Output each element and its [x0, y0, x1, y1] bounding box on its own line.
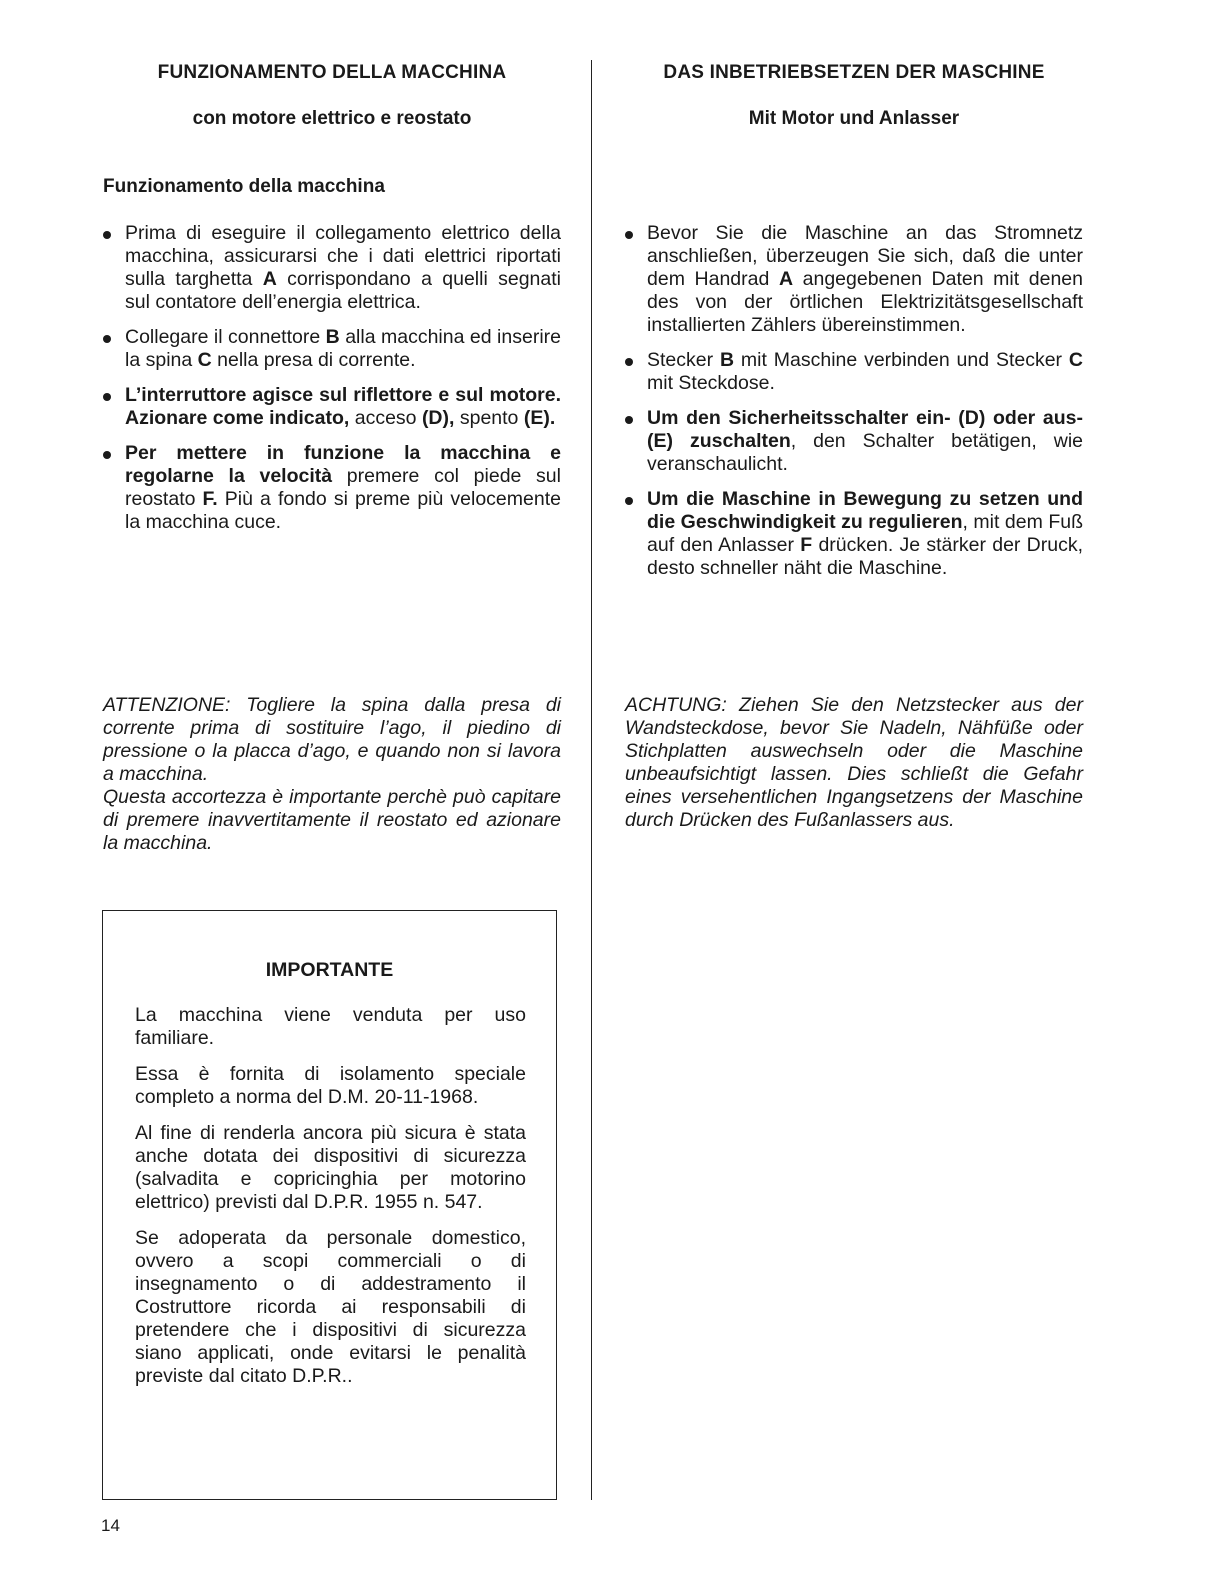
right-title: DAS INBETRIEBSETZEN DER MASCHINE: [663, 62, 1045, 83]
list-item: [625, 222, 1083, 337]
list-item: [103, 326, 561, 372]
important-box: [102, 910, 557, 1500]
warning-paragraph: ATTENZIONE: Togliere la spina dalla presa di corrente prima di sostituire l’ago, il piedino di pressione o la placca d’ago, e quando non si lavora a macchina.: [103, 694, 561, 785]
bullet-text: , mit dem Fuß auf den Anlasser: [647, 511, 1083, 556]
bullet-icon: [103, 231, 111, 239]
box-body: [135, 1004, 526, 1401]
bullet-text: Stecker: [647, 349, 720, 371]
bullet-text: corrispondano a quelli segnati sul contatore dell’energia elettrica.: [125, 268, 561, 313]
box-title: IMPORTANTE: [265, 959, 394, 981]
bullet-bold: A: [262, 268, 277, 290]
page-number: 14: [101, 1516, 120, 1535]
bullet-bold: C: [1068, 349, 1083, 371]
bullet-text: , den Schalter betätigen, wie veranschaulicht.: [647, 430, 1083, 475]
box-paragraph: Al fine di renderla ancora più sicura è stata anche dotata dei dispositivi di sicurezza (salvadita e copricinghia per motorino elettrico) previsti dal D.P.R. 1955 n. 547.: [135, 1122, 526, 1213]
list-item: [103, 384, 561, 430]
bullet-text: Più a fondo si preme più velocemente la macchina cuce.: [125, 488, 561, 533]
list-item: [625, 349, 1083, 395]
bullet-icon: [103, 335, 111, 343]
list-item: [625, 488, 1083, 580]
bullet-icon: [103, 393, 111, 401]
right-warning: [625, 694, 1083, 832]
bullet-text: premere col piede sul reostato: [125, 465, 561, 510]
bullet-bold: C: [197, 349, 212, 371]
bullet-text: angegebenen Daten mit denen des von der örtlichen Elektrizitätsgesellschaft installierten Zählers übereinstimmen.: [647, 268, 1083, 336]
box-paragraph: La macchina viene venduta per uso familiare.: [135, 1004, 526, 1049]
bullet-bold: A: [778, 268, 794, 290]
bullet-text: mit Steckdose.: [647, 372, 775, 394]
box-paragraph: Essa è fornita di isolamento speciale completo a norma del D.M. 20-11-1968.: [135, 1063, 526, 1108]
bullet-bold: F.: [202, 488, 218, 510]
bullet-bold: Per mettere in funzione la macchina e regolarne la velocità: [125, 442, 561, 487]
bullet-bold: B: [719, 349, 735, 371]
bullet-icon: [625, 231, 633, 239]
bullet-bold: L’interruttore agisce sul riflettore e sul motore. Azionare come indicato,: [125, 384, 561, 429]
bullet-text: mit Maschine verbinden und Stecker: [734, 349, 1069, 371]
bullet-text: Prima di eseguire il collegamento elettrico della macchina, assicurarsi che i dati elettrici riportati sulla targhetta: [125, 222, 561, 290]
bullet-text: spento: [454, 407, 524, 429]
bullet-icon: [625, 416, 633, 424]
column-divider: [591, 60, 592, 1500]
bullet-bold: (D),: [421, 407, 455, 429]
bullet-bold: (E).: [523, 407, 556, 429]
list-item: [625, 407, 1083, 476]
bullet-text: alla macchina ed inserire la spina: [125, 326, 561, 371]
bullet-text: drücken. Je stärker der Druck, desto schneller näht die Maschine.: [647, 534, 1084, 579]
right-bullet-list: [625, 222, 1083, 592]
left-title: FUNZIONAMENTO DELLA MACCHINA: [157, 62, 507, 83]
bullet-bold: F: [800, 534, 813, 556]
bullet-icon: [103, 451, 111, 459]
bullet-bold: Um die Maschine in Bewegung zu setzen und die Geschwindigkeit zu regulieren: [647, 488, 1083, 533]
bullet-bold: Um den Sicherheitsschalter ein- (D) oder aus- (E) zuschalten: [647, 407, 1083, 452]
left-warning: [103, 694, 561, 855]
right-subtitle: Mit Motor und Anlasser: [748, 108, 960, 129]
bullet-icon: [625, 497, 633, 505]
bullet-text: nella presa di corrente.: [211, 349, 416, 371]
warning-paragraph: Questa accortezza è importante perchè può capitare di premere inavvertitamente il reostato ed azionare la macchina.: [103, 786, 561, 854]
bullet-text: Collegare il connettore: [125, 326, 326, 348]
list-item: [103, 442, 561, 534]
bullet-icon: [625, 358, 633, 366]
bullet-bold: B: [325, 326, 340, 348]
left-bullet-list: [103, 222, 561, 546]
list-item: [103, 222, 561, 314]
bullet-text: acceso: [349, 407, 422, 429]
left-subtitle: con motore elettrico e reostato: [192, 108, 472, 129]
left-section-heading: Funzionamento della macchina: [103, 176, 385, 197]
bullet-text: Bevor Sie die Maschine an das Stromnetz anschließen, überzeugen Sie sich, daß die unter dem Handrad: [647, 222, 1083, 290]
box-paragraph: Se adoperata da personale domestico, ovvero a scopi commerciali o di insegnamento o di addestramento il Costruttore ricorda ai responsabili di pretendere che i dispositivi di sicurezza siano applicati, onde evitarsi le penalità previste dal citato D.P.R..: [135, 1227, 526, 1387]
warning-paragraph: ACHTUNG: Ziehen Sie den Netzstecker aus der Wandsteckdose, bevor Sie Nadeln, Nähfüße oder Stichplatten auswechseln oder die Maschine unbeaufsichtigt lassen. Dies schließt die Gefahr eines versehentlichen Ingangsetzens der Maschine durch Drücken des Fußanlassers aus.: [625, 694, 1083, 831]
